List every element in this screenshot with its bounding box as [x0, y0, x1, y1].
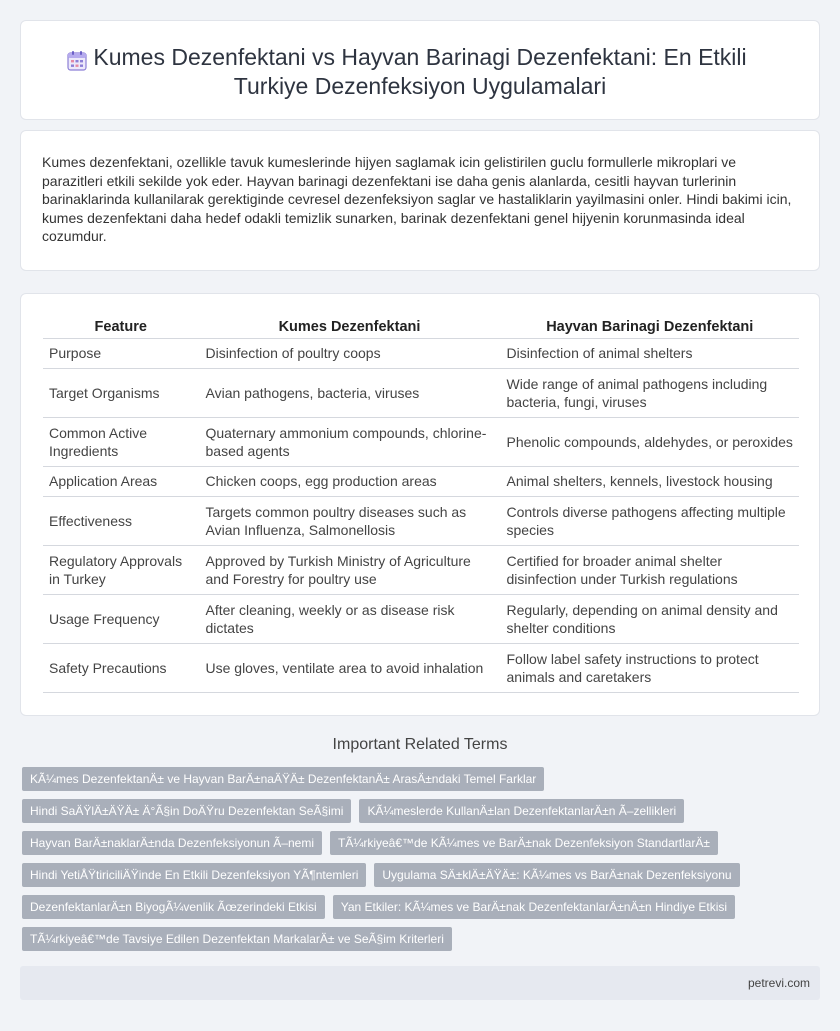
kumes-cell: Use gloves, ventilate area to avoid inhalation	[199, 643, 500, 692]
kumes-cell: Avian pathogens, bacteria, viruses	[199, 368, 500, 417]
table-row	[43, 594, 799, 643]
related-term-link[interactable]: DezenfektanlarÄ±n BiyogÃ¼venlik Ãœzerindeki Etkisi	[22, 895, 325, 919]
barinak-cell: Animal shelters, kennels, livestock housing	[500, 466, 799, 496]
header-kumes: Kumes Dezenfektani	[199, 316, 500, 338]
table-row	[43, 643, 799, 692]
related-term-link[interactable]: KÃ¼mes DezenfektanÄ± ve Hayvan BarÄ±naÄŸÄ± DezenfektanÄ± ArasÄ±ndaki Temel Farklar	[22, 767, 544, 791]
related-term-link[interactable]: Hindi SaÄŸlÄ±ÄŸÄ± Ä°Ã§in DoÄŸru Dezenfektan SeÃ§imi	[22, 799, 351, 823]
page-title	[21, 43, 819, 101]
footer-site-link[interactable]: petrevi.com	[747, 976, 810, 990]
kumes-cell: Targets common poultry diseases such as Avian Influenza, Salmonellosis	[199, 496, 500, 545]
intro-paragraph: Kumes dezenfektani, ozellikle tavuk kumeslerinde hijyen saglamak icin gelistirilen guclu formullerle mikroplari ve parazitleri etkili sekilde yok eder. Hayvan barinagi dezenfektani ise daha genis alanlarda, cesitli hayvan turlerinin barinaklarinda kullanilarak gerektiginde cevresel dezenfeksiyon saglar ve hastaliklarin yayilmasini onler. Hindi bakimi icin, kumes dezenfektani daha hedef odakli temizlik sunarken, barinak dezenfektani genel hijyenin korunmasinda ideal cozumdur.	[42, 154, 792, 245]
related-term-link[interactable]: TÃ¼rkiyeâ€™de Tavsiye Edilen Dezenfektan MarkalarÄ± ve SeÃ§im Kriterleri	[22, 927, 452, 951]
barinak-cell: Controls diverse pathogens affecting multiple species	[500, 496, 799, 545]
feature-cell: Safety Precautions	[43, 643, 199, 692]
related-term-link[interactable]: Yan Etkiler: KÃ¼mes ve BarÄ±nak DezenfektanlarÄ±nÄ±n Hindiye Etkisi	[333, 895, 735, 919]
related-term-link[interactable]: Uygulama SÄ±klÄ±ÄŸÄ±: KÃ¼mes vs BarÄ±nak Dezenfeksiyonu	[374, 863, 739, 887]
feature-cell: Application Areas	[43, 466, 199, 496]
kumes-cell: Approved by Turkish Ministry of Agriculture and Forestry for poultry use	[199, 545, 500, 594]
page-title-line-2: Turkiye Dezenfeksiyon Uygulamalari	[233, 73, 607, 99]
table-row	[43, 545, 799, 594]
table-row	[43, 466, 799, 496]
feature-cell: Regulatory Approvals in Turkey	[43, 545, 199, 594]
feature-cell: Purpose	[43, 338, 199, 368]
barinak-cell: Phenolic compounds, aldehydes, or peroxides	[500, 417, 799, 466]
title-card	[20, 20, 820, 120]
barinak-cell: Wide range of animal pathogens including bacteria, fungi, viruses	[500, 368, 799, 417]
related-term-link[interactable]: KÃ¼meslerde KullanÄ±lan DezenfektanlarÄ±n Ã–zellikleri	[359, 799, 684, 823]
barinak-cell: Disinfection of animal shelters	[500, 338, 799, 368]
page-title-line-1: Kumes Dezenfektani vs Hayvan Barinagi Dezenfektani: En Etkili	[93, 44, 747, 70]
intro-card	[20, 130, 820, 271]
table-row	[43, 417, 799, 466]
table-row	[43, 496, 799, 545]
feature-cell: Effectiveness	[43, 496, 199, 545]
comparison-card	[20, 293, 820, 716]
kumes-cell: After cleaning, weekly or as disease risk dictates	[199, 594, 500, 643]
kumes-cell: Quaternary ammonium compounds, chlorine-based agents	[199, 417, 500, 466]
feature-cell: Common Active Ingredients	[43, 417, 199, 466]
kumes-cell: Disinfection of poultry coops	[199, 338, 500, 368]
barinak-cell: Regularly, depending on animal density and shelter conditions	[500, 594, 799, 643]
related-term-link[interactable]: Hayvan BarÄ±naklarÄ±nda Dezenfeksiyonun Ã–nemi	[22, 831, 322, 855]
header-barinak: Hayvan Barinagi Dezenfektani	[500, 316, 799, 338]
barinak-cell: Follow label safety instructions to protect animals and caretakers	[500, 643, 799, 692]
table-row	[43, 338, 799, 368]
table-row	[43, 368, 799, 417]
kumes-cell: Chicken coops, egg production areas	[199, 466, 500, 496]
feature-cell: Usage Frequency	[43, 594, 199, 643]
footer	[20, 966, 820, 1000]
comparison-table	[43, 316, 799, 693]
related-term-link[interactable]: Hindi YetiÅŸtiriciliÄŸinde En Etkili Dezenfeksiyon YÃ¶ntemleri	[22, 863, 366, 887]
related-terms-heading: Important Related Terms	[332, 736, 508, 753]
barinak-cell: Certified for broader animal shelter disinfection under Turkish regulations	[500, 545, 799, 594]
header-feature: Feature	[43, 316, 199, 338]
related-term-link[interactable]: TÃ¼rkiyeâ€™de KÃ¼mes ve BarÄ±nak Dezenfeksiyon StandartlarÄ±	[330, 831, 718, 855]
related-terms-list	[22, 767, 792, 959]
feature-cell: Target Organisms	[43, 368, 199, 417]
table-header-row	[43, 316, 799, 338]
